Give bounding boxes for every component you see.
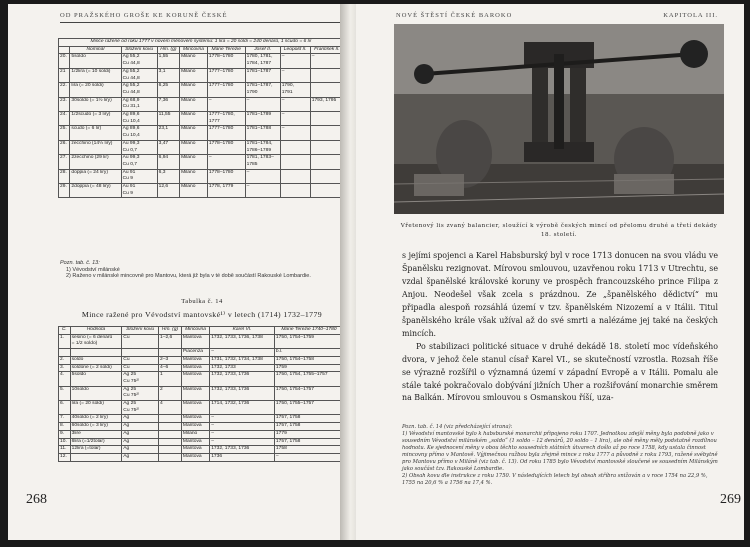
- table-cell: Cu: [122, 334, 159, 348]
- paragraph-2: Po stabilizaci politické situace v druhé dekádě 18. století moc vídeňského dvora, v jehož čele stanul císař Karel VI., se skutečností vzrostla. Rozsah říše se výrazně rozšířil o významná území v západní Evropě a v Itálii. Pomalu ale stále také pokračovalo dobývání jižních Uher a rozšiřování monarchie směrem na Balkán. Mírovou smlouvou s Osmanskou říší, uza-: [402, 341, 718, 403]
- table-cell: Au 91 Cu 9: [121, 169, 157, 183]
- table-cell: Ag 68,9 Cu 31,1: [121, 97, 157, 111]
- table-cell: 1778–1780: [207, 54, 245, 68]
- table-cell: Ag 25 Cu 75²⁾: [122, 386, 159, 400]
- table-cell: [310, 112, 343, 126]
- running-head-left: OD PRAŽSKÉHO GROŠE KE KORUNĚ ČESKÉ: [60, 12, 228, 19]
- table-cell: 1750, 1754–1758: [274, 356, 343, 364]
- table-row: [59, 356, 344, 364]
- table-cell: Cu: [122, 364, 159, 372]
- running-head-right-right: KAPITOLA III.: [663, 12, 718, 19]
- table-cell: 30soldo (= 1½ liry): [70, 97, 121, 111]
- t1-col-header: Složení kovu: [121, 46, 157, 54]
- table-cell: 1759: [274, 364, 343, 372]
- table-row: [59, 140, 344, 154]
- table-cell: 40soldo (= 2 liry): [70, 415, 122, 423]
- table-cell: [159, 446, 182, 454]
- table-row: [59, 334, 344, 348]
- table-row: [59, 430, 344, 438]
- table-cell: Ag 25 Cu 75²⁾: [122, 401, 159, 415]
- table-row: [59, 453, 344, 461]
- table-cell: 11,55: [157, 112, 179, 126]
- table-cell: 24.: [59, 112, 70, 126]
- table-13: [58, 38, 344, 198]
- table-cell: 3.: [59, 364, 71, 372]
- table-cell: Mantova: [181, 453, 209, 461]
- table-14: [58, 326, 344, 462]
- table-cell: Mantova: [181, 334, 209, 348]
- t1-col-header: Marie Terezie: [207, 46, 245, 54]
- table-cell: 5soldo: [70, 372, 122, 386]
- table-cell: 1732, 1733, 1736: [210, 386, 275, 400]
- table-cell: 1777–1780, 1777: [207, 112, 245, 126]
- table-cell: doppia (= 24 liry): [70, 169, 121, 183]
- table-cell: Mantova: [181, 446, 209, 454]
- table-cell: Milano: [180, 68, 208, 82]
- page-number-right: 269: [720, 492, 741, 507]
- table-cell: Cu: [122, 356, 159, 364]
- table-cell: 3,1: [157, 68, 179, 82]
- table-cell: 1757, 1758: [274, 415, 343, 423]
- table-cell: 1779: [274, 430, 343, 438]
- table-cell: 1,55: [157, 54, 179, 68]
- table-cell: [159, 438, 182, 446]
- table-cell: 23,1: [157, 126, 179, 140]
- footnote-1: 1) Vévodství mantovské bylo k habsburské monarchii připojeno roku 1707. Jednotkou zdejší měny byla podobně jako v sousedním Vévodství milánském „soldo“ (1 soldo – 12 denárů, 20 soldo – 1 lira), ale obě měny měly podstatně rozdílnou hodnotu. Ke sjednocení měny v obou těchto sousedních státních útvarech došlo až po roce 1758, kdy ustala činnost mincovny přímo v Mantově. Výjimečnou ražbou byla zřejmě mince z roku 1777 a původně z roku 1793, ražené svébytně pro Mantovu přímo v Miláně (viz tab. č. 13). Od roku 1785 bylo Vévodství mantovské sloučené se sousedním Milánským jako součást tzv. Rakouské Lombardie.: [402, 431, 718, 472]
- table-cell: 4–6: [159, 364, 182, 372]
- table-cell: 1790, 1791: [280, 83, 310, 97]
- table-cell: 1/2scudo (= 3 liry): [70, 112, 121, 126]
- table-cell: –: [207, 155, 245, 169]
- footnote-title: Pozn. tab. č. 14 (viz předcházející strana):: [402, 424, 513, 430]
- table-cell: [280, 140, 310, 154]
- table-cell: 1: [159, 372, 182, 386]
- running-head-right-left: NOVÉ ŠTĚSTÍ ČESKÉ BAROKO: [396, 12, 513, 19]
- table-cell: 2: [159, 386, 182, 400]
- t1-col-header: Hm. (g): [157, 46, 179, 54]
- table-cell: Au 99,3 Cu 0,7: [121, 155, 157, 169]
- t2-col-header: Marie Terezie 1740–1780: [274, 327, 343, 335]
- table-cell: [310, 184, 343, 198]
- table-row: [59, 112, 344, 126]
- table-cell: 5.: [59, 386, 71, 400]
- table-cell: Mantova: [181, 372, 209, 386]
- t1-col-header: Mincovna: [180, 46, 208, 54]
- table-cell: 7,36: [157, 97, 179, 111]
- table-cell: 1781–1788: [245, 126, 280, 140]
- table-13-header-span: Mince ražené od roku 1777 v novém měnovém systému: 1 lira = 20 soldi = 240 denárů, 1 scudo = 6 lir: [59, 39, 344, 47]
- table-cell: Au 99,3 Cu 0,7: [121, 140, 157, 154]
- table-cell: 1780, 1781, 1784, 1787: [245, 54, 280, 68]
- table-cell: –: [274, 453, 343, 461]
- t1-col-header: František II.: [310, 46, 343, 54]
- table-cell: [280, 155, 310, 169]
- table-cell: –: [210, 438, 275, 446]
- table-cell: 1781–1784, 1786–1789: [245, 140, 280, 154]
- table-cell: Milano: [181, 430, 209, 438]
- notes-table-13: [60, 260, 344, 280]
- table-cell: 22.: [59, 83, 70, 97]
- table-cell: –: [310, 54, 343, 68]
- table-cell: 6lira (=1/2tolar): [70, 438, 122, 446]
- paragraph-1: s jejími spojenci a Karel Habsburský byl v roce 1713 donucen na svou vládu ve Španělsku rezignovat. Mírovou smlouvou, uzavřenou roku 1713 v Utrechtu, se vzdal španělské královské koruny ve prospěch francouzského prince Filipa z Anjou. Neodešel však zcela s prázdnou. Ze „španělského dědictví“ mu připadla alespoň rozsáhlá území v tzv. španělském Nizozemí a v Itálii. Titul španělského krále však užíval až do své smrti a nalézáme jej také na českých mincích.: [402, 251, 718, 338]
- table-cell: Milano: [180, 155, 208, 169]
- t1-col-header: Josef II.: [245, 46, 280, 54]
- table-cell: 1750, 1754–1757: [274, 386, 343, 400]
- table-cell: [159, 349, 182, 357]
- table-cell: [59, 349, 71, 357]
- table-cell: [159, 415, 182, 423]
- body-text: [402, 250, 718, 405]
- table-cell: 1736: [210, 453, 275, 461]
- table-cell: 10.: [59, 438, 71, 446]
- table-cell: [70, 349, 122, 357]
- table-cell: [159, 430, 182, 438]
- table-cell: Ag 25 Cu 75²⁾: [122, 372, 159, 386]
- table-cell: Ag 89,6 Cu 10,4: [121, 126, 157, 140]
- table-row: [59, 54, 344, 68]
- table-cell: [310, 68, 343, 82]
- table-cell: Ag 55,2 Cu 44,8: [121, 54, 157, 68]
- table-cell: b.l.: [274, 349, 343, 357]
- note-1: 1) Vévodství milánské: [66, 266, 120, 273]
- table-cell: –: [245, 184, 280, 198]
- table-cell: [280, 169, 310, 183]
- table-cell: 60soldo (= 3 liry): [70, 423, 122, 431]
- table-row: [59, 372, 344, 386]
- table-cell: 3lire: [70, 430, 122, 438]
- table-cell: [70, 453, 122, 461]
- table-cell: sesino (= 6 denárů = 1/2 soldo): [70, 334, 122, 348]
- table-cell: 2doppia (= 48 liry): [70, 184, 121, 198]
- table-row: [59, 386, 344, 400]
- table-cell: Mantova: [181, 423, 209, 431]
- table-cell: 4: [159, 401, 182, 415]
- t1-col-header: Nominál: [70, 46, 121, 54]
- table-cell: 12.: [59, 453, 71, 461]
- table-row: [59, 155, 344, 169]
- table-cell: Ag: [122, 453, 159, 461]
- table-cell: zecchino (14½ liry): [70, 140, 121, 154]
- table-cell: 1731, 1732, 1734, 1738: [210, 356, 275, 364]
- table-cell: –: [210, 430, 275, 438]
- balancier-engraving: [394, 24, 724, 214]
- table-cell: [310, 126, 343, 140]
- table-cell: 2zecchino (29 lir): [70, 155, 121, 169]
- table-cell: 27.: [59, 155, 70, 169]
- table-cell: Mantova: [181, 364, 209, 372]
- table-row: [59, 126, 344, 140]
- table-row: [59, 438, 344, 446]
- table-row: [59, 349, 344, 357]
- table-cell: 12,6: [157, 184, 179, 198]
- table-cell: Au 91 Cu 9: [121, 184, 157, 198]
- table-cell: 1781–1787, 1790: [245, 83, 280, 97]
- table-13-wrap: [58, 38, 344, 198]
- table-cell: scudo (= 6 lir): [70, 126, 121, 140]
- table-cell: 21: [59, 68, 70, 82]
- t2-col-header: Č.: [59, 327, 71, 335]
- table-cell: 4.: [59, 372, 71, 386]
- table-cell: 6,94: [157, 155, 179, 169]
- table-cell: 1757, 1758: [274, 438, 343, 446]
- table-cell: Mantova: [181, 438, 209, 446]
- table-cell: –: [207, 97, 245, 111]
- table-cell: [280, 184, 310, 198]
- table-cell: Ag 55,2 Cu 44,8: [121, 83, 157, 97]
- t2-col-header: Mincovna: [181, 327, 209, 335]
- t2-col-header: Karel VI.: [210, 327, 275, 335]
- table-cell: 9.: [59, 430, 71, 438]
- page-number-left: 268: [26, 492, 47, 507]
- table-cell: Ag 89,6 Cu 10,4: [121, 112, 157, 126]
- table-cell: lira (= 20 soldi): [70, 401, 122, 415]
- t1-col-header: Leopold II.: [280, 46, 310, 54]
- table-cell: 1–2,6: [159, 334, 182, 348]
- table-cell: Milano: [180, 140, 208, 154]
- table-cell: 1750, 1755–1757: [274, 401, 343, 415]
- table-cell: 12lira (=tolar): [70, 446, 122, 454]
- table-cell: 1750, 1754, 1755–1757: [274, 372, 343, 386]
- table-cell: –: [210, 415, 275, 423]
- table-row: [59, 401, 344, 415]
- table-cell: 1.: [59, 334, 71, 348]
- note-2: 2) Raženo v milánské mincovně pro Mantovu, která již byla v té době součástí Rakouské Lombardie.: [66, 273, 311, 280]
- table-cell: [122, 349, 159, 357]
- table-cell: –: [280, 97, 310, 111]
- table-cell: Mantova: [181, 386, 209, 400]
- table-cell: Milano: [180, 97, 208, 111]
- table-cell: 1777–1780: [207, 83, 245, 97]
- table-cell: –: [245, 169, 280, 183]
- table-cell: –: [210, 423, 275, 431]
- table-cell: 6.: [59, 401, 71, 415]
- left-page: [8, 4, 350, 540]
- table-cell: –: [280, 126, 310, 140]
- table-cell: –: [280, 112, 310, 126]
- table-row: [59, 415, 344, 423]
- table-row: [59, 364, 344, 372]
- table-cell: 5soldo: [70, 54, 121, 68]
- table-cell: 2.: [59, 356, 71, 364]
- table-cell: Milano: [180, 83, 208, 97]
- note-title: Pozn. tab. č. 13:: [60, 260, 100, 266]
- table-cell: Piacenza: [181, 349, 209, 357]
- table-cell: [159, 423, 182, 431]
- table-cell: 2–3: [159, 356, 182, 364]
- table-cell: Ag: [122, 438, 159, 446]
- t2-col-header: Hodnota: [70, 327, 122, 335]
- table-cell: 26.: [59, 140, 70, 154]
- table-cell: 6,25: [157, 83, 179, 97]
- table-row: [59, 68, 344, 82]
- table-cell: soldone (= 2 soldi): [70, 364, 122, 372]
- table-row: [59, 446, 344, 454]
- table-cell: 1793, 1795: [310, 97, 343, 111]
- table-cell: Mantova: [181, 356, 209, 364]
- table-cell: 29.: [59, 184, 70, 198]
- table-cell: 8.: [59, 423, 71, 431]
- table-cell: 1758: [274, 446, 343, 454]
- footnotes: [402, 424, 718, 487]
- table-cell: Milano: [180, 112, 208, 126]
- table-cell: [310, 169, 343, 183]
- table-cell: soldo: [70, 356, 122, 364]
- table-cell: [310, 155, 343, 169]
- table-cell: 7.: [59, 415, 71, 423]
- table-cell: –: [210, 349, 275, 357]
- table-cell: –: [280, 54, 310, 68]
- table-cell: 1778–1780: [207, 140, 245, 154]
- table-row: [59, 83, 344, 97]
- table-cell: 25.: [59, 126, 70, 140]
- table-cell: Ag: [122, 430, 159, 438]
- table-cell: Milano: [180, 169, 208, 183]
- t2-col-header: Složení kovu: [122, 327, 159, 335]
- table-cell: 1750, 1754–1759: [274, 334, 343, 348]
- table-cell: Mantova: [181, 415, 209, 423]
- table-cell: 1732, 1733, 1736: [210, 372, 275, 386]
- figure-caption: Vřetenový lis zvaný balancier, sloužící k výrobě českých mincí od přelomu druhé a třetí dekády 18. století.: [400, 223, 718, 238]
- table-cell: 1781–1789: [245, 112, 280, 126]
- table-cell: 1777–1780: [207, 68, 245, 82]
- table-cell: 1/2lira (= 10 soldi): [70, 68, 121, 82]
- table-cell: 1732, 1733, 1736: [210, 446, 275, 454]
- table-cell: 1757, 1758: [274, 423, 343, 431]
- table-cell: Milano: [180, 184, 208, 198]
- table-cell: [310, 140, 343, 154]
- table-cell: 28.: [59, 169, 70, 183]
- table-cell: 1777–1780: [207, 126, 245, 140]
- table-cell: –: [280, 68, 310, 82]
- table-cell: Milano: [180, 54, 208, 68]
- table-row: [59, 169, 344, 183]
- table-cell: Ag: [122, 415, 159, 423]
- table-cell: 23.: [59, 97, 70, 111]
- table-14-wrap: [58, 326, 344, 462]
- table-cell: –: [245, 97, 280, 111]
- table-cell: 1781, 1783– 1785: [245, 155, 280, 169]
- t1-col-header: [59, 46, 70, 54]
- table-cell: 10soldo: [70, 386, 122, 400]
- table-row: [59, 423, 344, 431]
- table-cell: Milano: [180, 126, 208, 140]
- table-cell: 1778–1780: [207, 169, 245, 183]
- table-cell: 1714, 1732, 1736: [210, 401, 275, 415]
- header-rule: [60, 22, 340, 23]
- table-cell: lira (= 20 soldi): [70, 83, 121, 97]
- table-row: [59, 97, 344, 111]
- table-cell: Ag 55,2 Cu 44,8: [121, 68, 157, 82]
- table-cell: 3,47: [157, 140, 179, 154]
- table-cell: 1781–1787: [245, 68, 280, 82]
- t2-col-header: Hm. (g): [159, 327, 182, 335]
- table-cell: Ag: [122, 446, 159, 454]
- table-cell: Mantova: [181, 401, 209, 415]
- table-cell: 20.: [59, 54, 70, 68]
- table-cell: [159, 453, 182, 461]
- right-page: [356, 4, 744, 540]
- table-cell: Ag: [122, 423, 159, 431]
- table-cell: 1732, 1733, 1736, 1738: [210, 334, 275, 348]
- table-cell: 6,3: [157, 169, 179, 183]
- table-14-title: Mince ražené pro Vévodství mantovské¹⁾ v letech (1714) 1732–1779: [81, 310, 323, 319]
- table-cell: 1778, 1779: [207, 184, 245, 198]
- table-cell: [310, 83, 343, 97]
- table-cell: 11.: [59, 446, 71, 454]
- table-14-label: Tabulka č. 14: [181, 298, 223, 305]
- table-row: [59, 184, 344, 198]
- footnote-2: 2) Obsah kovu dle instrukce z roku 1750. V následujících letech byl obsah stříbra snižován a v roce 1754 na 22,9 %, 1755 na 20,6 % a 1756 na 17,4 %.: [402, 473, 708, 486]
- table-cell: 1732, 1733: [210, 364, 275, 372]
